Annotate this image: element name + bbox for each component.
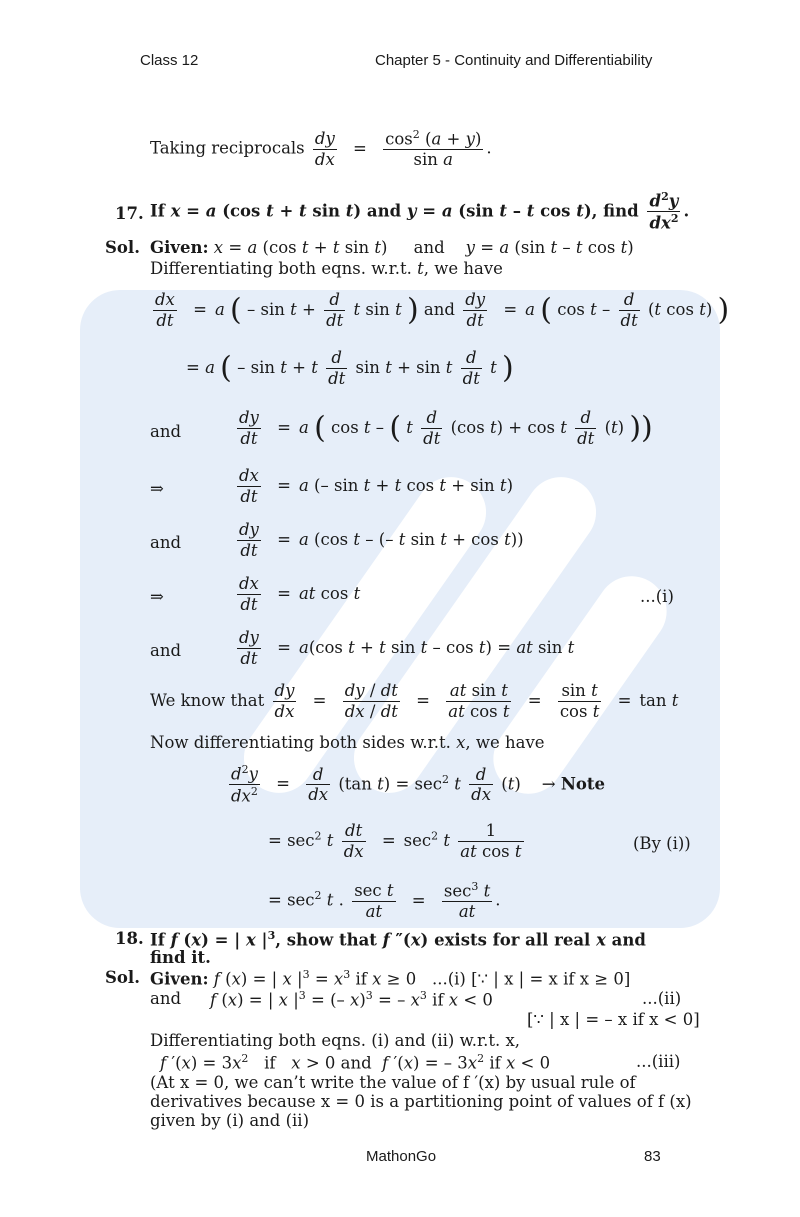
question-18-line2: find it. xyxy=(150,948,211,967)
equation-row: = $\sec^2 t$ $\frac{dt}{dx}$ = $\sec^2 t$ $\frac{1}{\text{at cos t}}$ xyxy=(268,821,522,861)
header-class: Class 12 xyxy=(140,52,199,69)
question-number: 17. xyxy=(115,204,144,223)
equation-row: $\frac{dx}{dt}$ = a ( – sin t + $\frac{d}{dt}$ t sin t ) and $\frac{dy}{dt}$ = a ( cos t – $\frac{d}{dt}$ (t cos t) ) xyxy=(155,290,730,330)
equation-row: $\frac{dy}{dt}$ = a ( cos t – ( t $\frac{d}{dt}$ (cos t) + cos t $\frac{d}{dt}$ (t) )) xyxy=(239,408,653,448)
equation-row: f (x) = | x $|^3$ = (– x)$^3$ = – $x^3$ if x < 0 xyxy=(210,989,493,1010)
diff-line: Differentiating both eqns. (i) and (ii) w.r.t. x, xyxy=(150,1031,521,1050)
and-label: and xyxy=(150,533,182,552)
equation-row: = a ( – sin t + t $\frac{d}{dt}$ sin t + sin t $\frac{d}{dt}$ t ) xyxy=(186,348,514,388)
equation-row: $\frac{d^2y}{dx^2}$ = $\frac{d}{dx}$ (tan $t) = \sec^2 t$ $\frac{d}{dx}$ (t) → Note xyxy=(231,763,606,806)
given-line: Given: f (x) = | x $|^3 = x^3$ if x ≥ 0 ...(i) [∵ | x | = x if x ≥ 0] xyxy=(150,968,631,989)
paragraph-line: given by (i) and (ii) xyxy=(150,1111,310,1130)
and-label: and xyxy=(150,989,182,1008)
equation-tag: (By (i)) xyxy=(633,834,691,853)
equation-tag: ...(iii) xyxy=(636,1052,681,1071)
equation-row: $\frac{dy}{dt}$ = a(cos t + t sin t – cos t) = at sin t xyxy=(239,628,575,668)
paragraph-line: derivatives because x = 0 is a partitioning point of values of f (x) xyxy=(150,1092,692,1111)
header-chapter: Chapter 5 - Continuity and Differentiability xyxy=(375,52,653,69)
question-17: If x = a (cos t + t sin t) and y = a (sin t – t cos t), find $\frac{d^2y}{dx^2}$ . xyxy=(150,190,690,233)
solution-label: Sol. xyxy=(105,238,140,257)
reciprocal-line: Taking reciprocals $\frac{dy}{dx}$ = $\frac{\cos^2 (a + y)}{\text{sin a}}$ . xyxy=(150,128,492,170)
equation-row: f $'(x) = 3x^2$ if x > 0 and f ′(x) = – $3x^2$ if x < 0 xyxy=(160,1052,551,1073)
equation-row: = $\sec^2 t$ . $\frac{\text{sec t}}{at}$ = $\frac{\sec^3 t}{at}$ . xyxy=(268,880,501,922)
equation-tag: ...(i) xyxy=(640,587,674,606)
and-label: and xyxy=(150,641,182,660)
equation-tag: ...(ii) xyxy=(642,989,682,1008)
equation-row: We know that $\frac{dy}{dx}$ = $\frac{dy / dt}{dx / dt}$ = $\frac{\text{at sin t}}{\text{at cos t}}$ = $\frac{\text{sin t}}{\text{cos t}}$ = tan t xyxy=(150,681,679,721)
solution-label: Sol. xyxy=(105,968,140,987)
question-18: If f (x) = | x $|^3$, show that f ″(x) exists for all real x and xyxy=(150,929,646,950)
and-label: and xyxy=(150,422,182,441)
implies-symbol: ⇒ xyxy=(150,479,164,498)
question-number: 18. xyxy=(115,929,144,948)
implies-symbol: ⇒ xyxy=(150,587,164,606)
now-diff-line: Now differentiating both sides w.r.t. x, we have xyxy=(150,733,545,752)
diff-line: Differentiating both eqns. w.r.t. t, we have xyxy=(150,259,503,278)
paragraph-line: (At x = 0, we can’t write the value of f ′(x) by usual rule of xyxy=(150,1073,636,1092)
equation-row: $\frac{dx}{dt}$ = at cos t xyxy=(239,574,361,614)
equation-row: $\frac{dy}{dt}$ = a (cos t – (– t sin t + cos t)) xyxy=(239,520,524,560)
footer-brand: MathonGo xyxy=(366,1148,437,1165)
page-number: 83 xyxy=(644,1148,661,1165)
because-note: [∵ | x | = – x if x < 0] xyxy=(527,1010,700,1029)
equation-row: $\frac{dx}{dt}$ = a (– sin t + t cos t + sin t) xyxy=(239,466,513,506)
given-line: Given: x = a (cos t + t sin t) and y = a (sin t – t cos t) xyxy=(150,238,634,257)
